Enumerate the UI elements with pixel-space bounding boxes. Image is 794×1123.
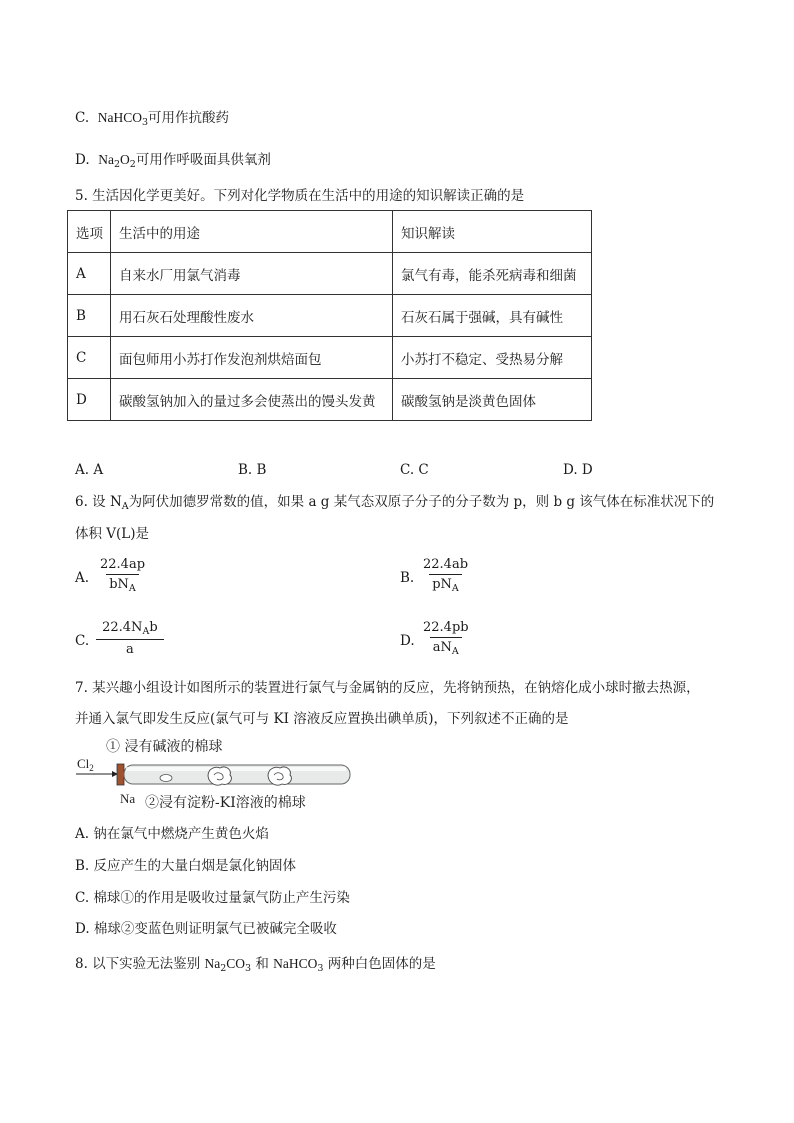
- q6-option-a-fraction[interactable]: 22.4ap $bN_A$: [100, 557, 146, 594]
- q6-option-c-fraction[interactable]: $22.4N_Ab$ a: [96, 620, 164, 657]
- q6-option-a-letter: A.: [75, 570, 90, 586]
- q6-option-d-letter: D.: [400, 633, 415, 649]
- cotton-ball-1: [208, 767, 231, 785]
- figure-label-1: ① 浸有碱液的棉球: [106, 739, 223, 755]
- q5-stem: 5. 生活因化学更美好。下列对化学物质在生活中的用途的知识解读正确的是: [75, 188, 525, 204]
- q5-choice-b[interactable]: B. B: [238, 462, 267, 478]
- table-header-cell: 选项: [68, 211, 111, 253]
- q7-option-a[interactable]: A. 钠在氯气中燃烧产生黄色火焰: [75, 826, 269, 842]
- table-row: [68, 337, 592, 379]
- table-cell: 小苏打不稳定、受热易分解: [393, 337, 592, 379]
- table-cell: 碳酸氢钠加入的量过多会使蒸出的馒头发黄: [111, 379, 393, 421]
- table-header-cell: 生活中的用途: [111, 211, 393, 253]
- sodium-sample: [160, 775, 172, 782]
- table-cell: A: [68, 253, 111, 295]
- q5-choice-d[interactable]: D. D: [563, 462, 593, 478]
- q7-stem-line2: 并通入氯气即发生反应(氯气可与 KI 溶液反应置换出碘单质)，下列叙述不正确的是: [75, 711, 569, 727]
- q6-stem-line2: 体积 V(L)是: [75, 526, 150, 542]
- tube-stopper: [117, 764, 124, 785]
- table-cell: 石灰石属于强碱，具有碱性: [393, 295, 592, 337]
- table-cell: 面包师用小苏打作发泡剂烘焙面包: [111, 337, 393, 379]
- table-cell: 自来水厂用氯气消毒: [111, 253, 393, 295]
- q6-stem-line1: 6. 设 $N_A$为阿伏加德罗常数的值，如果 a g 某气态双原子分子的分子数为 p，则 b g 该气体在标准状况下的: [75, 494, 715, 512]
- table-row: [68, 379, 592, 421]
- table-cell: B: [68, 295, 111, 337]
- table-row: [68, 295, 592, 337]
- q6-option-c-letter: C.: [75, 633, 90, 649]
- table-cell: 碳酸氢钠是淡黄色固体: [393, 379, 592, 421]
- q7-option-d[interactable]: D. 棉球②变蓝色则证明氯气已被碱完全吸收: [75, 921, 337, 937]
- table-header-row: [68, 211, 592, 253]
- q8-stem: 8. 以下实验无法鉴别 $Na_2CO_3$ 和 NaHCO$_3$ 两种白色固体的是: [75, 956, 436, 974]
- cotton-ball-2: [268, 767, 291, 785]
- reaction-apparatus-figure: [74, 736, 374, 812]
- q7-option-b[interactable]: B. 反应产生的大量白烟是氯化钠固体: [75, 858, 297, 874]
- table-cell: C: [68, 337, 111, 379]
- table-cell: D: [68, 379, 111, 421]
- q6-option-d-fraction[interactable]: 22.4pb $aN_A$: [423, 620, 469, 657]
- table-row: [68, 253, 592, 295]
- figure-cl2-label: $Cl_2$: [77, 756, 94, 773]
- table-cell: 氯气有毒，能杀死病毒和细菌: [393, 253, 592, 295]
- table-header-cell: 知识解读: [393, 211, 592, 253]
- figure-na-label: Na: [120, 791, 136, 806]
- q5-choice-c[interactable]: C. C: [400, 462, 429, 478]
- q4-option-d: D. $Na_2O_2$可用作呼吸面具供氧剂: [75, 152, 271, 170]
- q7-stem-line1: 7. 某兴趣小组设计如图所示的装置进行氯气与金属钠的反应，先将钠预热，在钠熔化成小球时撤去热源，: [75, 680, 700, 696]
- figure-label-2: ②浸有淀粉-KI溶液的棉球: [145, 795, 306, 811]
- q5-table: [67, 210, 592, 421]
- table-cell: 用石灰石处理酸性废水: [111, 295, 393, 337]
- q6-option-b-letter: B.: [400, 570, 415, 586]
- q4-option-c: C. NaHCO$_3$可用作抗酸药: [75, 110, 230, 128]
- q7-option-c[interactable]: C. 棉球①的作用是吸收过量氯气防止产生污染: [75, 890, 350, 906]
- q6-option-b-fraction[interactable]: 22.4ab $pN_A$: [423, 557, 469, 594]
- q5-choice-a[interactable]: A. A: [75, 462, 104, 478]
